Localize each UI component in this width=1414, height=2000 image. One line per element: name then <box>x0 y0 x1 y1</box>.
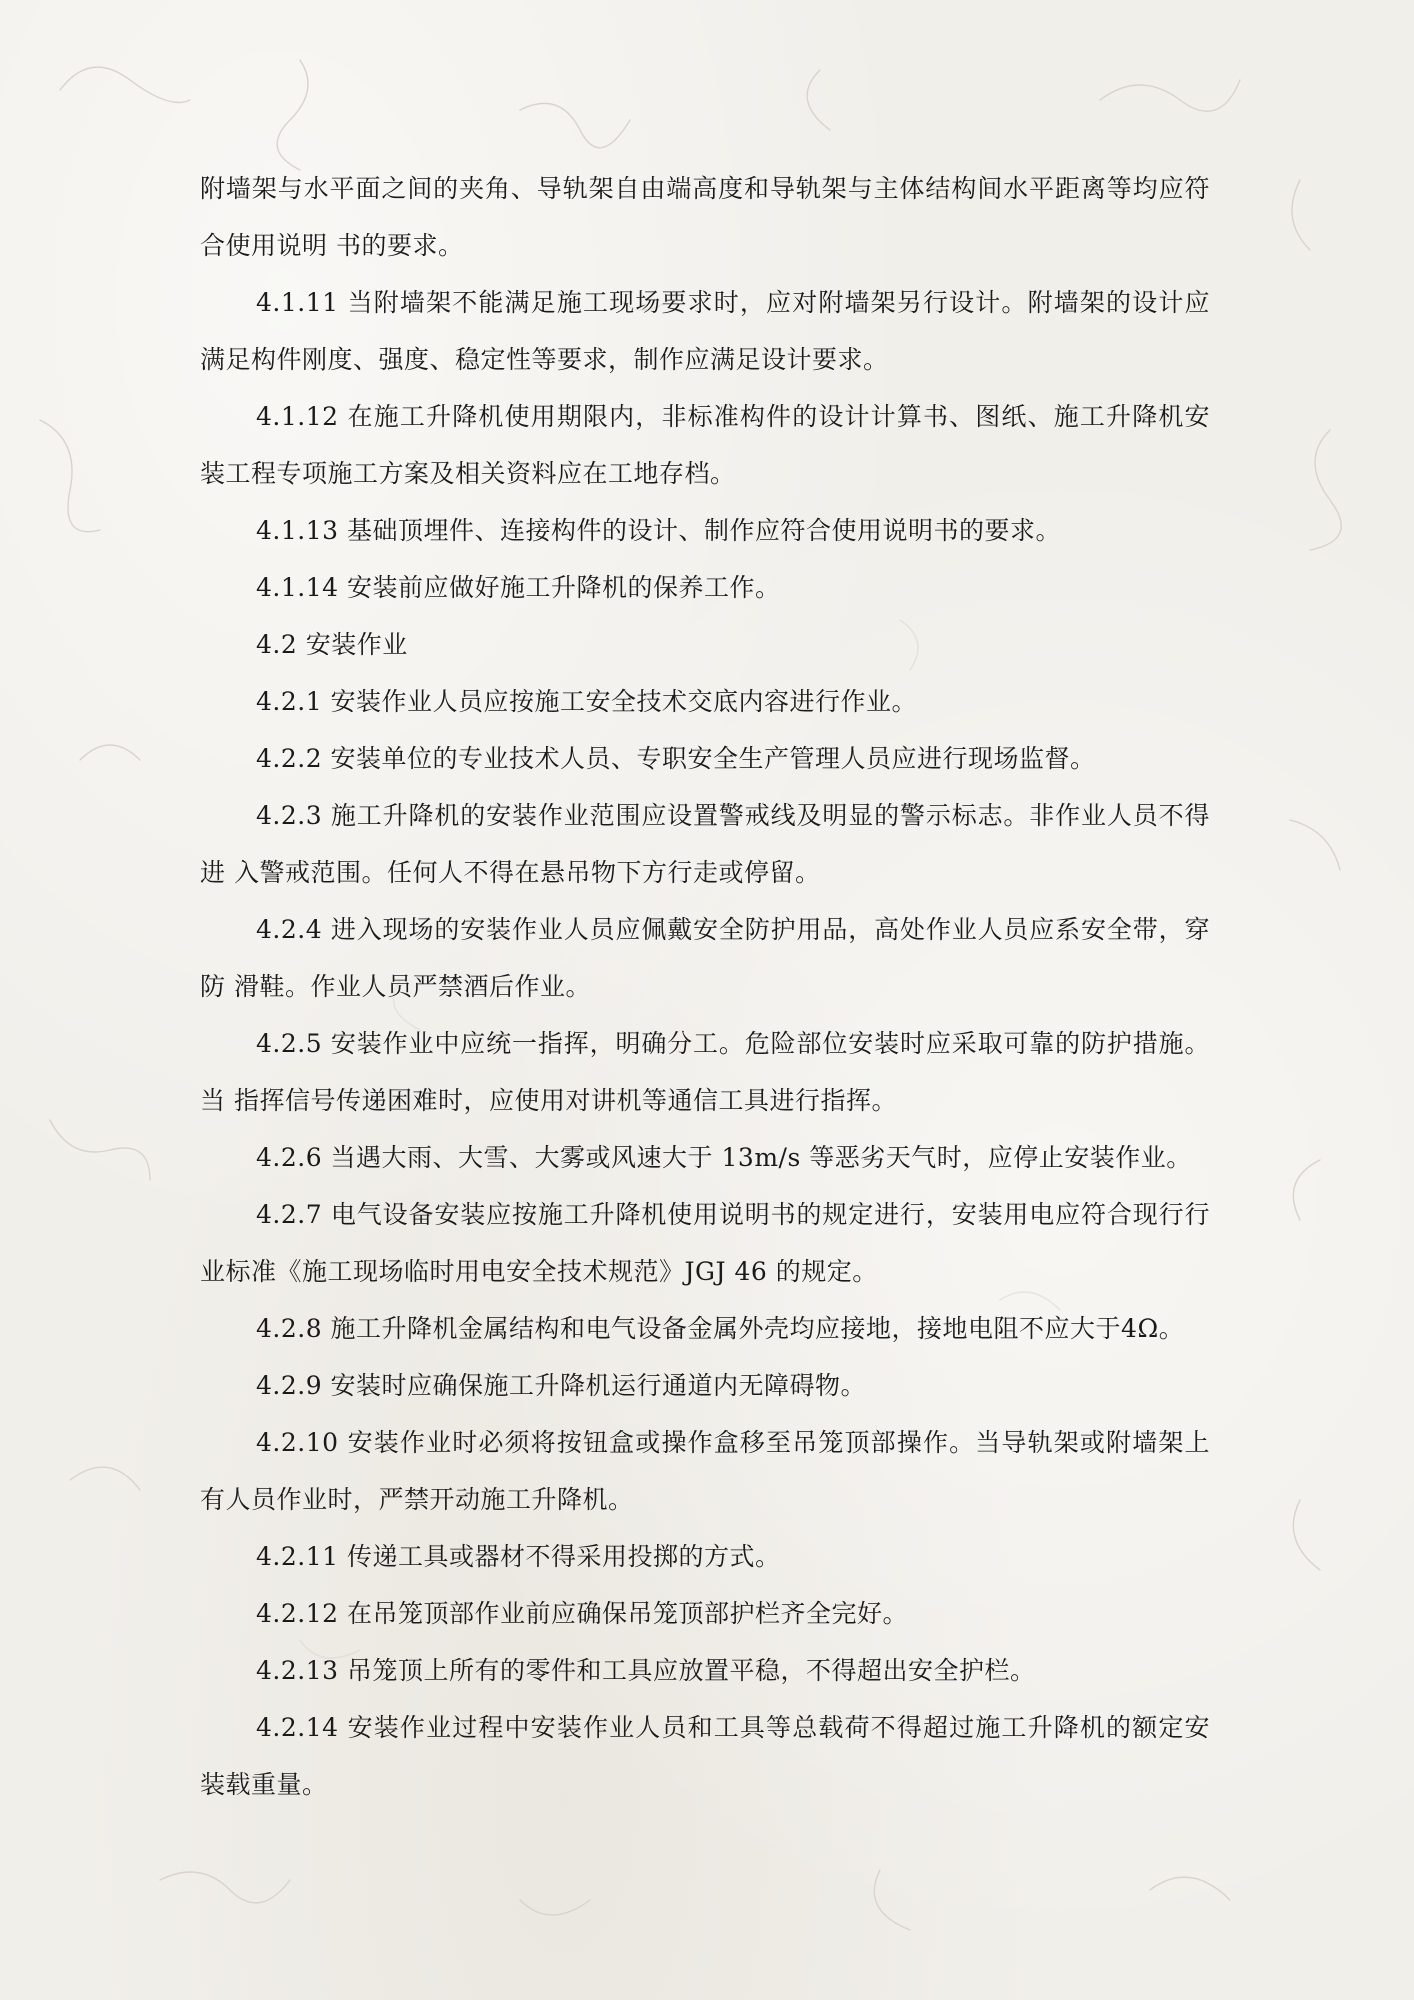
document-paragraph: 4.1.13 基础顶埋件、连接构件的设计、制作应符合使用说明书的要求。 <box>256 516 1061 545</box>
document-paragraph: 4.2.11 传递工具或器材不得采用投掷的方式。 <box>256 1542 781 1571</box>
document-paragraph: 附墙架与水平面之间的夹角、导轨架自由端高度和导轨架与主体结构间水平距离等均应符合使用说明 书的要求。 <box>200 174 1210 260</box>
document-paragraph: 4.2.2 安装单位的专业技术人员、专职安全生产管理人员应进行现场监督。 <box>256 744 1096 773</box>
document-paragraph: 4.2.8 施工升降机金属结构和电气设备金属外壳均应接地，接地电阻不应大于4Ω。 <box>256 1314 1185 1343</box>
document-paragraph: 4.2.3 施工升降机的安装作业范围应设置警戒线及明显的警示标志。非作业人员不得进 入警戒范围。任何人不得在悬吊物下方行走或停留。 <box>200 801 1210 887</box>
document-paragraph: 4.2.1 安装作业人员应按施工安全技术交底内容进行作业。 <box>256 687 918 716</box>
document-paragraph: 4.2.7 电气设备安装应按施工升降机使用说明书的规定进行，安装用电应符合现行行业标准《施工现场临时用电安全技术规范》JGJ 46 的规定。 <box>200 1200 1210 1286</box>
document-paragraph: 4.2 安装作业 <box>256 630 408 659</box>
document-body <box>200 160 1210 1813</box>
document-paragraph: 4.1.14 安装前应做好施工升降机的保养工作。 <box>256 573 781 602</box>
document-paragraph: 4.1.11 当附墙架不能满足施工现场要求时，应对附墙架另行设计。附墙架的设计应满足构件刚度、强度、稳定性等要求，制作应满足设计要求。 <box>200 288 1210 374</box>
document-paragraph: 4.2.13 吊笼顶上所有的零件和工具应放置平稳，不得超出安全护栏。 <box>256 1656 1036 1685</box>
document-paragraph: 4.2.9 安装时应确保施工升降机运行通道内无障碍物。 <box>256 1371 867 1400</box>
document-paragraph: 4.2.5 安装作业中应统一指挥，明确分工。危险部位安装时应采取可靠的防护措施。当 指挥信号传递困难时，应使用对讲机等通信工具进行指挥。 <box>200 1029 1210 1115</box>
document-paragraph: 4.2.14 安装作业过程中安装作业人员和工具等总载荷不得超过施工升降机的额定安装载重量。 <box>200 1713 1210 1799</box>
document-paragraph: 4.2.10 安装作业时必须将按钮盒或操作盒移至吊笼顶部操作。当导轨架或附墙架上有人员作业时，严禁开动施工升降机。 <box>200 1428 1210 1514</box>
document-paragraph: 4.2.12 在吊笼顶部作业前应确保吊笼顶部护栏齐全完好。 <box>256 1599 908 1628</box>
document-paragraph: 4.1.12 在施工升降机使用期限内，非标准构件的设计计算书、图纸、施工升降机安装工程专项施工方案及相关资料应在工地存档。 <box>200 402 1210 488</box>
document-paragraph: 4.2.6 当遇大雨、大雪、大雾或风速大于 13m/s 等恶劣天气时，应停止安装作业。 <box>256 1143 1192 1172</box>
document-paragraph: 4.2.4 进入现场的安装作业人员应佩戴安全防护用品，高处作业人员应系安全带，穿防 滑鞋。作业人员严禁酒后作业。 <box>200 915 1210 1001</box>
